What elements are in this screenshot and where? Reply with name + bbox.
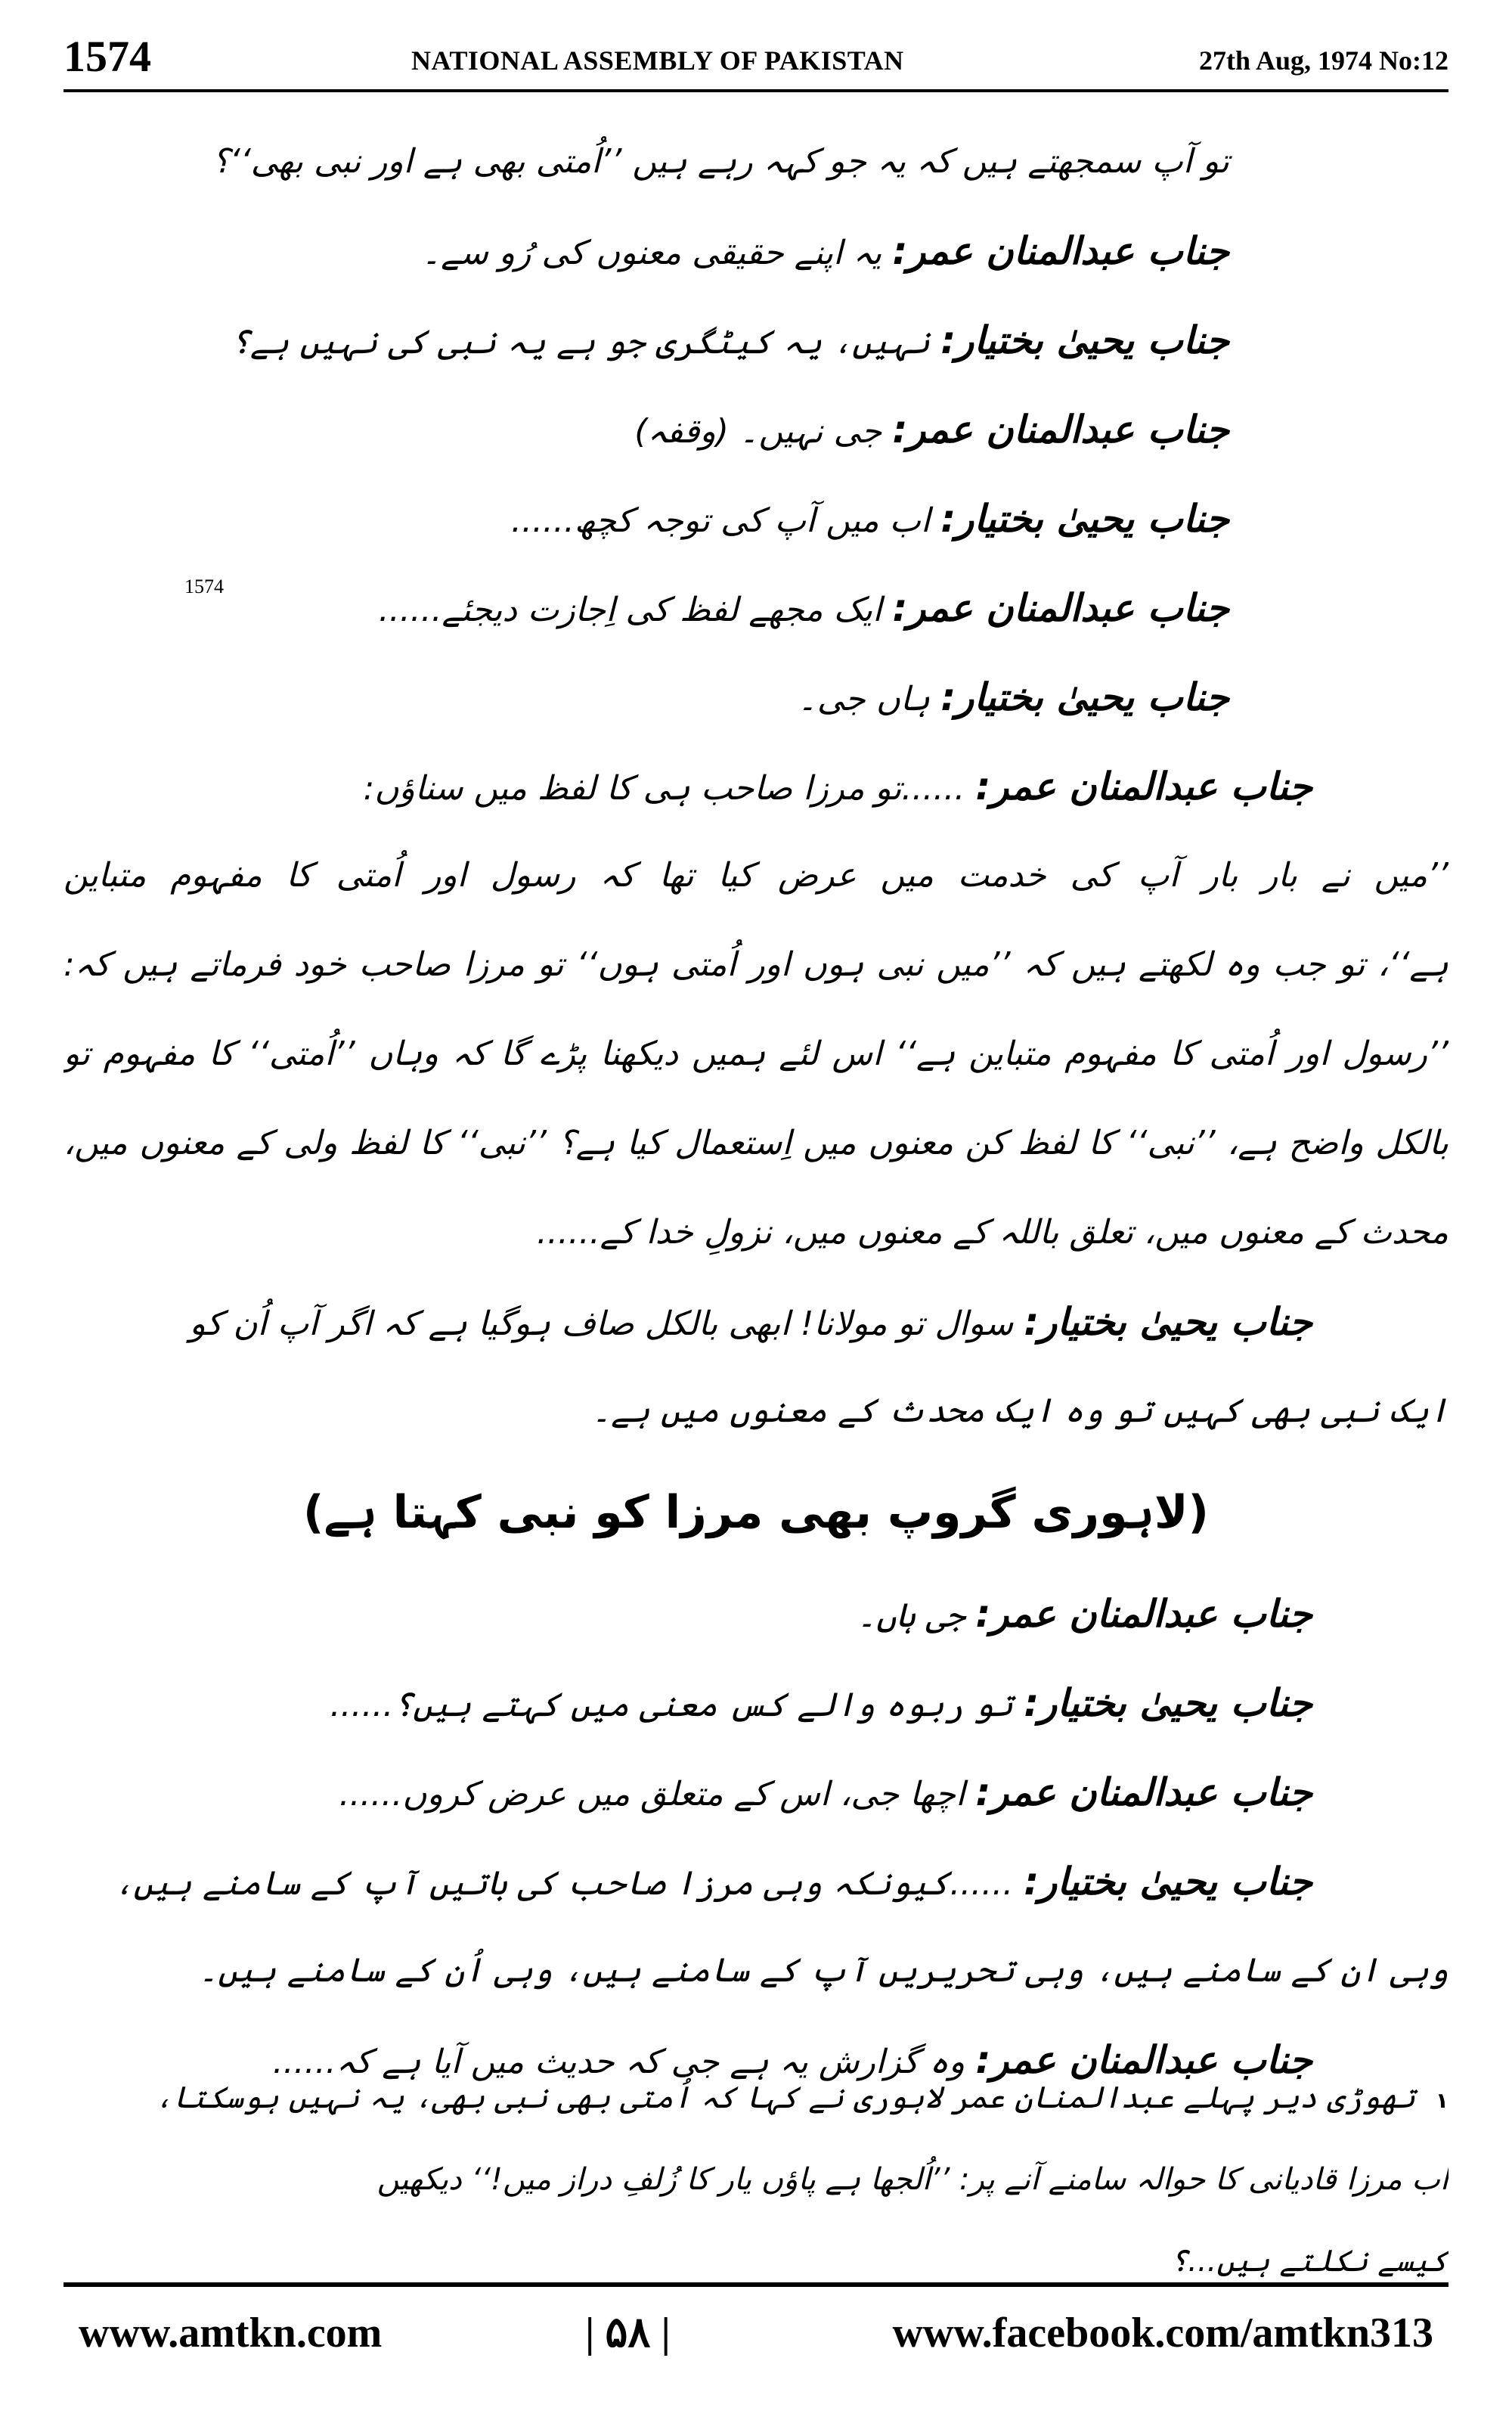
footer-website-link[interactable]: www.amtkn.com bbox=[79, 2310, 383, 2356]
transcript-line bbox=[64, 1277, 1448, 1367]
dialogue-text: تو ربوہ والے کس معنی میں کہتے ہیں؟...... bbox=[330, 1686, 1014, 1724]
footer-facebook-link[interactable]: www.facebook.com/amtkn313 bbox=[892, 2310, 1433, 2356]
speaker-name: جناب عبدالمنان عمر: bbox=[975, 765, 1312, 808]
speaker-name: جناب یحییٰ بختیار: bbox=[940, 675, 1229, 719]
footer-page-number: | ۵۸ | bbox=[585, 2310, 671, 2356]
quote-line: محدث کے معنوں میں، تعلق باللہ کے معنوں میں، نزولِ خدا کے...... bbox=[536, 1213, 1448, 1252]
footnote-marker: ۱ bbox=[1435, 2088, 1448, 2113]
speaker-name: جناب یحییٰ بختیار: bbox=[1024, 1300, 1312, 1344]
transcript-line bbox=[64, 117, 1448, 206]
speaker-name: جناب عبدالمنان عمر: bbox=[892, 229, 1229, 273]
header-date: 27th Aug, 1974 No:12 bbox=[1198, 45, 1448, 76]
transcript-line bbox=[64, 1569, 1448, 1658]
dialogue-text: ......کیونکہ وہی مرزا صاحب کی باتیں آپ کے سامنے ہیں، bbox=[113, 1864, 1014, 1903]
section-heading: (لاہوری گروپ بھی مرزا کو نبی کہتا ہے) bbox=[303, 1486, 1209, 1539]
dialogue-text: تو آپ سمجھتے ہیں کہ یہ جو کہہ رہے ہیں ’’اُمتی بھی ہے اور نبی بھی‘‘؟ bbox=[212, 142, 1229, 181]
footer-divider bbox=[64, 2282, 1448, 2287]
dialogue-text: یہ اپنے حقیقی معنوں کی رُو سے۔ bbox=[421, 234, 882, 272]
page-header bbox=[64, 30, 1448, 83]
quote-line: بالکل واضح ہے، ’’نبی‘‘ کا لفظ کن معنوں میں اِستعمال کیا ہے؟ ’’نبی‘‘ کا لفظ ولی کے معنوں میں، bbox=[64, 1124, 1448, 1162]
dialogue-text: اب میں آپ کی توجہ کچھ...... bbox=[510, 501, 931, 540]
speaker-name: جناب عبدالمنان عمر: bbox=[975, 2038, 1312, 2082]
dialogue-text: جی نہیں۔ (وقفہ) bbox=[634, 412, 882, 451]
footnotes bbox=[64, 2057, 1448, 2302]
transcript-line bbox=[64, 653, 1448, 742]
dialogue-text: ......تو مرزا صاحب ہی کا لفظ میں سناؤں: bbox=[363, 769, 965, 808]
speaker-name: جناب یحییٰ بختیار: bbox=[1024, 1681, 1312, 1725]
transcript-line bbox=[64, 1837, 1448, 1926]
quote-line: ہے‘‘، تو جب وہ لکھتے ہیں کہ ’’میں نبی ہوں اور اُمتی ہوں‘‘ تو مرزا صاحب خود فرماتے ہیں کہ: bbox=[64, 945, 1448, 984]
speaker-name: جناب عبدالمنان عمر: bbox=[975, 1592, 1312, 1636]
speaker-name: جناب عبدالمنان عمر: bbox=[892, 586, 1229, 630]
transcript-line bbox=[64, 474, 1448, 563]
header-title: NATIONAL ASSEMBLY OF PAKISTAN bbox=[411, 45, 904, 76]
dialogue-text: سوال تو مولانا! ابھی بالکل صاف ہوگیا ہے کہ اگر آپ اُن کو bbox=[189, 1305, 1014, 1343]
dialogue-text: ایک مجھے لفظ کی اِجازت دیجئے...... bbox=[378, 591, 882, 629]
continuation-line: ایک نبی بھی کہیں تو وہ ایک محدث کے معنوں میں ہے۔ bbox=[591, 1392, 1448, 1430]
transcript-line bbox=[64, 206, 1448, 296]
page-number: 1574 bbox=[64, 32, 151, 81]
transcript-body bbox=[64, 117, 1448, 2105]
footnote-line: کیسے نکلتے ہیں...؟ bbox=[1170, 2244, 1448, 2279]
speaker-name: جناب عبدالمنان عمر: bbox=[892, 408, 1229, 451]
transcript-line bbox=[64, 742, 1448, 831]
quote-line: ’’رسول اور اُمتی کا مفہوم متباین ہے‘‘ اس لئے ہمیں دیکھنا پڑے گا کہ وہاں ’’اُمتی‘‘ کا مفہوم تو bbox=[64, 1035, 1448, 1073]
transcript-line bbox=[64, 385, 1448, 474]
speaker-name: جناب یحییٰ بختیار: bbox=[1024, 1860, 1312, 1903]
transcript-line bbox=[64, 1748, 1448, 1837]
footnote-line: اب مرزا قادیانی کا حوالہ سامنے آنے پر: ’’اُلجھا ہے پاؤں یار کا زُلفِ دراز میں!‘‘ دیکھیں bbox=[376, 2162, 1448, 2197]
speaker-name: جناب عبدالمنان عمر: bbox=[975, 1770, 1312, 1814]
speaker-name: جناب یحییٰ بختیار: bbox=[940, 318, 1229, 362]
margin-page-reference: 1574 bbox=[184, 576, 224, 597]
dialogue-text: اچھا جی، اس کے متعلق میں عرض کروں...... bbox=[339, 1775, 965, 1813]
transcript-line bbox=[64, 296, 1448, 385]
continuation-line: وہی ان کے سامنے ہیں، وہی تحریریں آپ کے سامنے ہیں، وہی اُن کے سامنے ہیں۔ bbox=[198, 1951, 1448, 1990]
transcript-line bbox=[64, 563, 1448, 653]
footnote-line bbox=[64, 2057, 1448, 2139]
header-divider bbox=[64, 89, 1448, 92]
footnote-text: تھوڑی دیر پہلے عبدالمنان عمر لاہوری نے کہا کہ اُمتی بھی نبی بھی، یہ نہیں ہوسکتا، bbox=[154, 2080, 1416, 2115]
dialogue-text: ہاں جی۔ bbox=[798, 680, 931, 718]
dialogue-text: نہیں، یہ کیٹگری جو ہے یہ نبی کی نہیں ہے؟ bbox=[231, 323, 931, 361]
page-footer bbox=[64, 2299, 1448, 2367]
transcript-line bbox=[64, 1658, 1448, 1748]
dialogue-text: جی ہاں۔ bbox=[857, 1596, 965, 1635]
speaker-name: جناب یحییٰ بختیار: bbox=[940, 497, 1229, 541]
quote-line: ’’میں نے بار بار آپ کی خدمت میں عرض کیا تھا کہ رسول اور اُمتی کا مفہوم متباین bbox=[64, 856, 1448, 895]
dialogue-text: وہ گزارش یہ ہے جی کہ حدیث میں آیا ہے کہ...... bbox=[272, 2043, 965, 2081]
